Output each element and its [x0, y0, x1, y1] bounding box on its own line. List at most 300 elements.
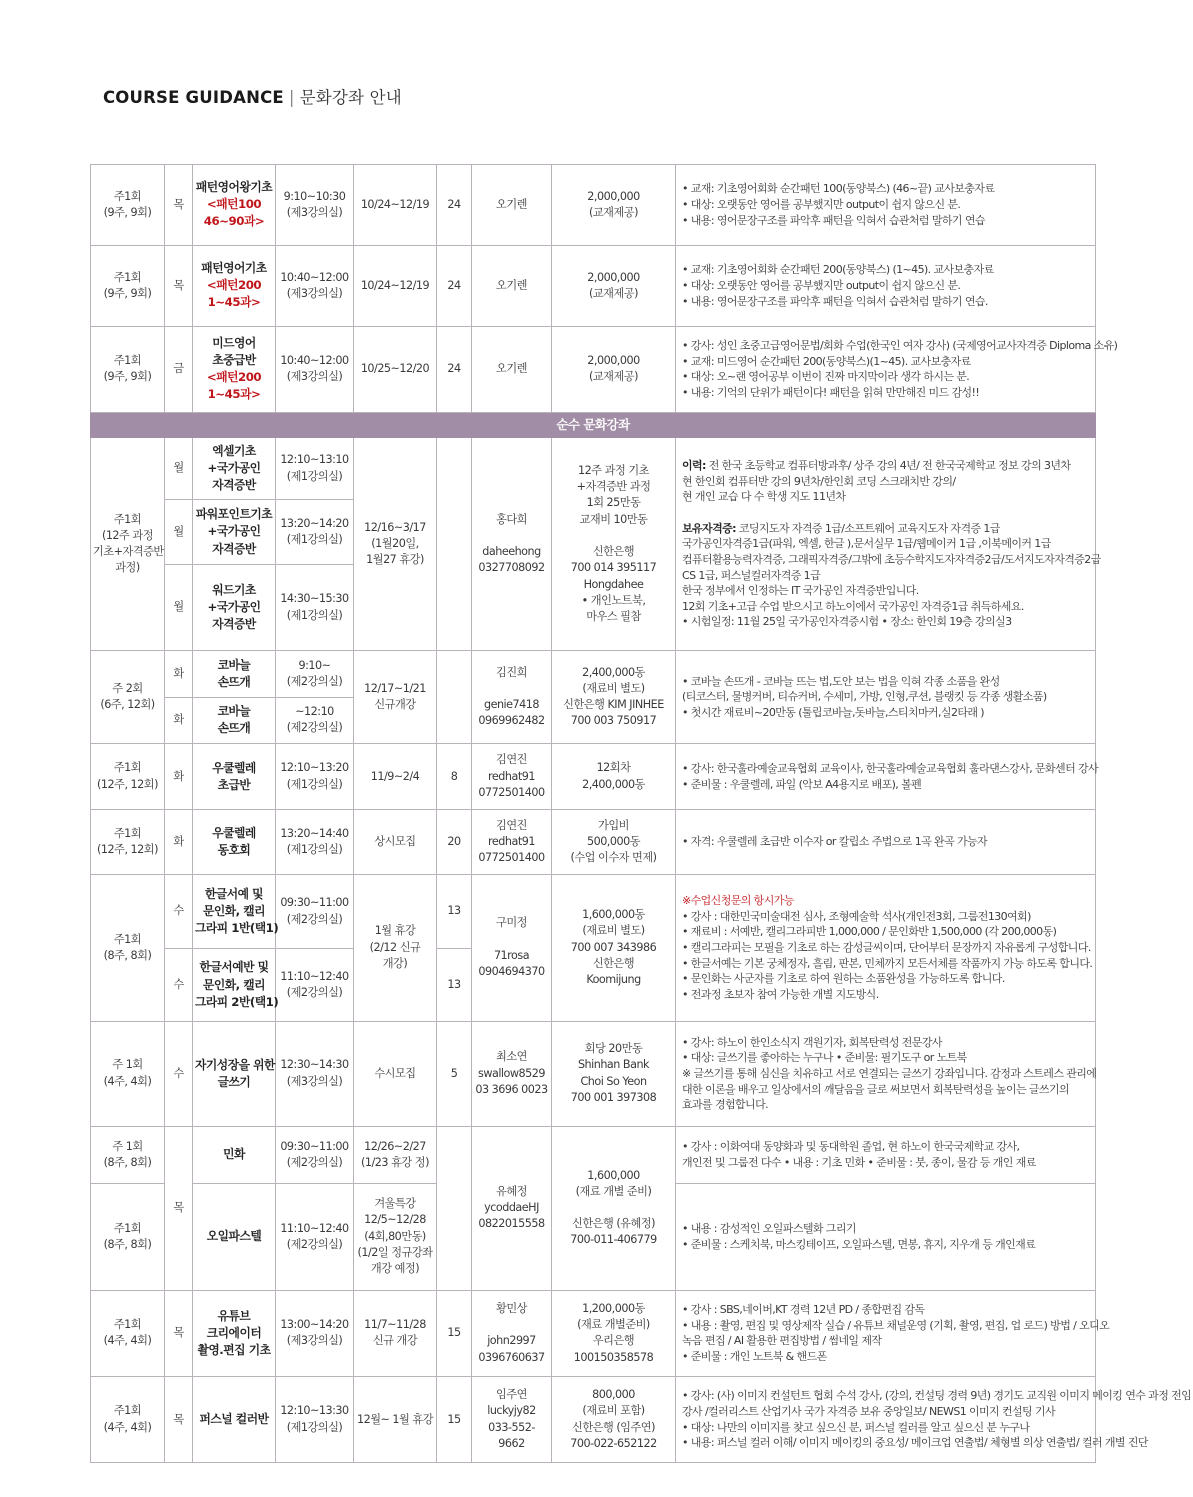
text-line: 황민상: [496, 1302, 527, 1316]
text-line: 김진희: [496, 665, 527, 679]
frequency-cell: [91, 245, 165, 327]
text-line: 개강): [382, 956, 408, 970]
frequency-cell: [91, 651, 165, 744]
text-line: • 강사: 성인 초중고급영어문법/회화 수업(한국인 여자 강사) (국제영어교사자격증 Diploma 소유): [682, 339, 1118, 353]
text-line: Choi So Yeon: [580, 1074, 647, 1088]
text-line: 주1회: [113, 1404, 142, 1418]
fee-cell: [552, 327, 676, 413]
period-cell: [354, 1021, 437, 1126]
capacity-cell: 15: [437, 1377, 472, 1463]
text-line: (제3강의실): [286, 286, 343, 300]
text-line: 문인화, 캘리: [202, 977, 266, 992]
time-cell: [276, 810, 354, 874]
text-line: (제2강의실): [286, 1155, 343, 1169]
text-line: 한글서예 및: [204, 886, 264, 901]
text-line: 최소연: [496, 1050, 527, 1064]
text-line: • 준비물 : 스케치북, 마스킹테이프, 오일파스텔, 면봉, 휴지, 지우개 등 개인재료: [682, 1237, 1036, 1251]
text-line: 2,000,000: [587, 270, 640, 284]
text-line: [474, 932, 549, 948]
text-line: 오일파스텔: [206, 1229, 262, 1244]
text-line: • 내용: 영어문장구조를 파악후 패턴을 익혀서 습관처럼 말하기 연습: [682, 213, 985, 227]
text-line: 71rosa: [493, 948, 530, 962]
description-cell: [676, 245, 1096, 327]
course-cell: [193, 949, 279, 1022]
text-line: (제2강의실): [286, 674, 343, 688]
course-cell: [193, 810, 276, 874]
text-line: 손뜨개: [217, 721, 251, 736]
text-line: 효과를 경험합니다.: [682, 1098, 769, 1112]
fee-cell: [552, 1021, 676, 1126]
text-line: 1,600,000: [587, 1168, 640, 1182]
teacher-cell: [472, 165, 552, 246]
course-cell: [193, 874, 279, 949]
text-line: 주1회: [113, 761, 142, 775]
text-line: 주 1회: [112, 1139, 143, 1153]
text-line: 0327708092: [478, 561, 545, 575]
text-line: (1월20일,: [371, 536, 419, 550]
text-line: 신한은행: [592, 956, 635, 970]
frequency-cell: [91, 1290, 165, 1377]
fee-cell: [552, 245, 676, 327]
frequency-cell: [91, 1021, 165, 1126]
text-line: 그라피 2반(택1): [195, 994, 279, 1009]
text-line: [474, 681, 549, 697]
description-cell: [676, 165, 1096, 246]
time-cell: [276, 500, 354, 564]
fee-cell: [552, 1126, 676, 1290]
text-line: 자격증반: [212, 541, 256, 556]
text-line: swallow8529: [477, 1066, 546, 1080]
day-cell: 목: [165, 245, 193, 327]
text-line: 초급반: [217, 777, 251, 792]
table-row: [91, 165, 1096, 246]
time-cell: [276, 949, 354, 1022]
text-line: 주1회: [113, 1318, 142, 1332]
text-line: 11:10~12:40: [280, 969, 349, 983]
text-line: (제1강의실): [286, 1420, 343, 1434]
text-line: 2,000,000: [587, 189, 640, 203]
capacity-cell: 5: [437, 1021, 472, 1126]
text-line: [474, 1317, 549, 1333]
text-line: redhat91: [488, 769, 535, 783]
text-line: 11:10~12:40: [280, 1221, 349, 1235]
day-cell: 금: [165, 327, 193, 413]
text-line: 미드영어: [212, 336, 256, 351]
text-line: 2,400,000동: [582, 777, 645, 791]
period-cell: [354, 245, 437, 327]
text-line: 10/24~12/19: [360, 197, 430, 211]
table-row: [91, 1021, 1096, 1126]
text-line: • 자격: 우쿨렐레 초급반 이수자 or 칼립소 주법으로 1곡 완곡 가능자: [682, 835, 988, 849]
day-cell: 목: [165, 1290, 193, 1377]
text-line: 11/7~11/28: [364, 1318, 426, 1332]
capacity-cell: 24: [437, 165, 472, 246]
text-line: 임주연: [496, 1388, 527, 1402]
text-line: • 문인화는 사군자를 기초로 하여 원하는 소품완성을 가능하도록 합니다.: [682, 972, 1005, 986]
text-line: • 내용: 퍼스널 컬러 이해/ 이미지 메이킹의 중요성/ 메이크업 연출법/ 체형별 의상 연출법/ 컬러 개별 진단: [682, 1436, 1148, 1450]
text-line: 주 1회: [112, 1058, 143, 1072]
text-line: (제2강의실): [286, 912, 343, 926]
course-cell: [193, 1183, 276, 1290]
period-cell: [354, 651, 437, 744]
text-line: 100150358578: [573, 1350, 654, 1364]
text-line: 회당 20만동: [584, 1042, 643, 1056]
teacher-cell: [472, 651, 552, 744]
text-line: 겨울특강: [374, 1197, 416, 1211]
text-line: 오기렌: [496, 278, 527, 292]
day-cell: 월: [165, 437, 193, 499]
text-line: 9:10~: [298, 658, 331, 672]
text-line: • 강사: (사) 이미지 컨설턴트 협회 수석 강사, (강의, 컨설팅 경력 9년) 경기도 교직원 이미지 메이킹 연수 과정 전임: [682, 1389, 1192, 1403]
text-line: (제1강의실): [286, 777, 343, 791]
text-line: 과정): [115, 561, 140, 575]
text-line: 10:40~12:00: [280, 354, 349, 368]
text-line: 홍다희: [496, 512, 527, 526]
text-line: • 강사 : 대한민국미술대전 심사, 조형예술학 석사(개인전3회, 그룹전130여회): [682, 909, 1031, 923]
section-title: 순수 문화강좌: [91, 412, 1096, 437]
text-line: 700-011-406779: [570, 1233, 657, 1247]
text-line: 우리은행: [592, 1334, 635, 1348]
text-line: 500,000동: [586, 834, 641, 848]
text-line: 700-022-652122: [570, 1436, 657, 1450]
text-line: 패턴영어기초: [201, 261, 267, 276]
text-line: (제1강의실): [286, 533, 343, 546]
text-line: 10:40~12:00: [280, 270, 349, 284]
course-cell: [193, 437, 276, 499]
fee-cell: [552, 437, 676, 650]
text-line: 10/24~12/19: [360, 278, 430, 292]
text-line: • 교재: 기초영어회화 순간패턴 100(동양북스) (46~끝) 교사보충자료: [682, 182, 995, 196]
text-line: 12:10~13:10: [280, 453, 349, 467]
description-cell: [676, 1290, 1110, 1377]
text-line: • 캘리그라피는 모필을 기초로 하는 감성글씨이며, 단어부터 문장까지 자유롭게 구성합니다.: [682, 941, 1091, 955]
text-line: (재료비 포함): [582, 1404, 645, 1418]
text-line: 촬영.편집 기초: [197, 1343, 271, 1358]
fee-cell: [552, 743, 676, 809]
text-line: 엑셀기초: [212, 443, 256, 458]
text-line: (9주, 9회): [103, 370, 152, 384]
text-line: [474, 528, 549, 544]
text-line: 민화: [223, 1147, 245, 1162]
time-cell: [276, 651, 354, 697]
text-line: ※ 글쓰기를 통해 심신을 치유하고 서로 연결되는 글쓰기 강좌입니다. 감정과 스트레스 관리에: [682, 1066, 1097, 1080]
text-line: 대한 이론을 배우고 일상에서의 깨달음을 글로 써보면서 회복탄력성을 높이는 글쓰기의: [682, 1082, 1070, 1096]
text-line: (교재제공): [589, 286, 638, 300]
text-line: 0772501400: [478, 851, 545, 865]
text-line: 자격증반: [212, 617, 256, 632]
description-cell: [676, 743, 1099, 809]
text-line: 1회 25만동: [586, 496, 641, 510]
text-line: 신한은행 (유혜정): [572, 1217, 655, 1231]
course-cell: [193, 327, 276, 413]
description-cell: [676, 1126, 1096, 1183]
text-line: 12월~ 1월 휴강: [356, 1412, 434, 1426]
description-cell: [676, 1377, 1192, 1463]
time-cell: [276, 165, 354, 246]
frequency-cell: [91, 437, 165, 650]
text-line: (제2강의실): [286, 986, 343, 1000]
capacity-cell: 13: [437, 874, 472, 949]
text-line: • 강사 : 이화여대 동양화과 및 동대학원 졸업, 현 하노이 한국국제학교 강사,: [682, 1140, 1020, 1154]
text-line: • 대상: 나만의 이미지를 찾고 싶으신 분, 퍼스널 컬러를 알고 싶으신 분 누구나: [682, 1420, 1030, 1434]
text-line: 0904694370: [478, 965, 545, 979]
text-line: 오기렌: [496, 197, 527, 211]
frequency-cell: [91, 1377, 165, 1463]
text-line: 구미정: [496, 916, 527, 930]
text-line: 패턴영어왕기초: [195, 180, 273, 195]
text-line: 주1회: [113, 1221, 142, 1235]
frequency-cell: [91, 810, 165, 874]
text-line: (티코스터, 물병커버, 티슈커버, 수세미, 가방, 인형,쿠션, 블랭킷 등 각종 생활소품): [682, 690, 1047, 704]
text-line: 12:30~14:30: [280, 1058, 349, 1072]
period-cell: [354, 1290, 437, 1377]
teacher-cell: [472, 1021, 552, 1126]
text-line: 12주 과정 기초: [578, 463, 649, 477]
text-line: 마우스 필참: [586, 610, 641, 624]
text-line: 주1회: [113, 354, 142, 368]
text-line: • 교재: 기초영어회화 순간패턴 200(동양북스) (1~45). 교사보충자료: [682, 263, 994, 277]
header-title-en: COURSE GUIDANCE: [103, 88, 284, 107]
description-cell: [676, 1183, 1096, 1290]
text-line: 1~45과>: [207, 295, 261, 310]
text-line: 700 003 750917: [570, 714, 657, 728]
time-cell: [276, 874, 354, 949]
text-line: (8주, 8회): [103, 948, 152, 962]
fee-cell: [552, 165, 676, 246]
text-line: 2,400,000동: [582, 665, 645, 679]
table-row: [91, 651, 1096, 697]
time-cell: [276, 564, 354, 651]
text-line: 초중급반: [212, 353, 256, 368]
text-line: 0969962482: [478, 714, 545, 728]
course-cell: [193, 651, 276, 697]
capacity-cell: [437, 437, 472, 650]
header-separator: |: [288, 88, 295, 107]
text-line: (6주, 12회): [100, 698, 155, 712]
text-line: • 내용: 영어문장구조를 파악후 패턴을 익혀서 습관처럼 말하기 연습.: [682, 294, 988, 308]
text-line: 2,000,000: [587, 354, 640, 368]
text-line: ycoddaeHJ: [484, 1201, 539, 1214]
period-cell: [354, 165, 437, 246]
text-line: +국가공인: [207, 461, 261, 476]
text-line: • 강사: 하노이 한인소식지 객원기자, 회복탄력성 전문강사: [682, 1035, 942, 1049]
text-line: 12/26~2/27: [364, 1139, 426, 1153]
time-cell: [276, 1183, 354, 1290]
text-line: 09:30~11:00: [280, 896, 349, 910]
text-line: (제3강의실): [286, 1334, 343, 1348]
text-line: • 강사: 한국훌라예술교육협회 교육이사, 한국훌라예술교육협회 훌라댄스강사, 문화센터 강사: [682, 762, 1099, 776]
text-line: 14:30~15:30: [280, 592, 349, 606]
text-line: 46~90과>: [203, 214, 265, 229]
teacher-cell: [472, 743, 552, 809]
table-row: [91, 810, 1096, 874]
teacher-cell: [472, 1126, 552, 1290]
text-line: (8주, 8회): [103, 1237, 152, 1251]
capacity-cell: [437, 1126, 472, 1290]
text-line: (수업 이수자 면제): [570, 851, 657, 865]
text-line: 코바늘: [217, 704, 251, 719]
description-cell: 이력: 전 한국 초등학교 컴퓨터방과후/ 상주 강의 4년/ 전 한국국제학교 정보 강의 3년차 현 한인회 컴퓨터반 강의 9년차/한인회 코딩 스크래치반 강의/ 현 개인 교습 다 수 학생 지도 11년차 보유자격증: 코딩지도자 자격증 1급/소프트웨어 교육지도자 자격증 1급 국가공인자격증1급(파워, 엑셀, 한글 ),문서실무 1급/웹메이커 1급 ,이북메이커 1급 컴퓨터활용능력자격증, 그래픽자격증/그밖에 초등수학지도자자격증2급/도서지도자자격증2급 CS 1급, 퍼스널컬러자격증 1급 한국 정부에서 인정하는 IT 국가공인 자격증반입니다. 12회 기초+고급 수업 받으시고 하노이에서 국가공인 자격증1급 취득하세요. • 시험일정: 11월 25일 국가공인자격증시험 • 장소: 한인회 19층 강의실3: [676, 437, 1096, 650]
text-line: 손뜨개: [217, 674, 251, 689]
text-line: (8주, 8회): [103, 1155, 152, 1169]
capacity-cell: 15: [437, 1290, 472, 1377]
text-line: Hongdahee: [583, 577, 644, 591]
text-line: 10/25~12/20: [360, 362, 430, 376]
period-cell: [354, 1377, 437, 1463]
period-cell: [354, 327, 437, 413]
text-line: (재료 개별준비): [577, 1318, 650, 1332]
text-line: (제1강의실): [286, 608, 343, 622]
text-line: genie7418: [483, 698, 540, 712]
period-cell: [354, 743, 437, 809]
time-cell: [276, 1021, 354, 1126]
text-line: (4주, 4회): [103, 1420, 152, 1434]
text-line: 신규 개강: [372, 1334, 418, 1348]
course-table: [90, 164, 1192, 1463]
text-line: (교재제공): [589, 205, 638, 219]
time-cell: [276, 437, 354, 499]
header-title-ko: 문화강좌 안내: [299, 88, 402, 107]
text-line: • 재료비 : 서예반, 캘리그라피반 1,000,000 / 문인화반 1,500,000 (각 200,000동): [682, 925, 1057, 939]
text-line: 주1회: [113, 512, 142, 526]
text-line: • 준비물 : 우쿨렐레, 파일 (악보 A4용지로 배포), 볼펜: [682, 777, 922, 791]
text-line: (제3강의실): [286, 1074, 343, 1088]
description-cell: [676, 810, 1096, 874]
day-cell: 월: [165, 564, 193, 651]
text-line: 11/9~2/4: [370, 769, 420, 783]
day-cell: 수: [165, 874, 193, 949]
text-line: • 강사 : SBS,네이버,KT 경력 12년 PD / 종합편집 감독: [682, 1303, 925, 1317]
text-line: (제2강의실): [286, 1237, 343, 1251]
day-cell: 화: [165, 743, 193, 809]
course-cell: [193, 743, 276, 809]
teacher-cell: [472, 327, 552, 413]
text-line: 개강 예정): [370, 1262, 420, 1276]
text-line: • 한글서예는 기본 궁체정자, 흘림, 판본, 민체까지 모든서체를 작품까지 가능 하도록 합니다.: [682, 956, 1093, 970]
fee-cell: [552, 1290, 676, 1377]
course-cell: [193, 564, 276, 651]
text-line: (4주, 4회): [103, 1334, 152, 1348]
time-cell: [276, 743, 354, 809]
text-line: luckyjy82: [487, 1404, 536, 1418]
text-line: 우쿨렐레: [212, 826, 256, 841]
text-line: 신한은행 KIM JINHEE: [563, 698, 664, 712]
text-line: (9주, 9회): [103, 205, 152, 219]
text-line: • 대상: 오랫동안 영어를 공부했지만 output이 쉽지 않으신 분.: [682, 197, 961, 211]
table-row: [91, 874, 1096, 949]
period-cell: [354, 1183, 437, 1290]
text-line: 유튜브: [217, 1308, 251, 1323]
table-row: [91, 245, 1096, 327]
course-cell: [193, 697, 276, 743]
text-line: 0822015558: [478, 1217, 545, 1231]
text-line: 700 001 397308: [570, 1090, 657, 1104]
text-line: • 대상: 글쓰기를 좋아하는 누구나 • 준비물: 필기도구 or 노트북: [682, 1051, 967, 1065]
text-line: 800,000: [592, 1388, 635, 1402]
text-line: daheehong: [482, 545, 541, 559]
text-line: (2/12 신규: [369, 940, 421, 954]
text-line: <패턴200: [206, 370, 262, 385]
frequency-cell: [91, 165, 165, 246]
fee-cell: [552, 651, 676, 744]
text-line: • 첫시간 재료비~20만동 (툴립코바늘,돗바늘,스티치마커,실2타래 ): [682, 705, 984, 719]
teacher-cell: [472, 874, 552, 1021]
page-header: [103, 84, 402, 108]
frequency-cell: [91, 327, 165, 413]
teacher-cell: [472, 810, 552, 874]
text-line: 자격증반: [212, 478, 256, 493]
text-line: 주1회: [113, 189, 142, 203]
text-line: 가입비: [598, 818, 629, 832]
text-line: john2997: [487, 1334, 536, 1348]
table-row: [91, 743, 1096, 809]
text-line: 코바늘: [217, 657, 251, 672]
day-cell: 목: [165, 1126, 193, 1290]
text-line: 주1회: [113, 826, 142, 840]
text-line: 신한은행: [592, 545, 635, 559]
teacher-cell: [472, 245, 552, 327]
text-line: 주1회: [113, 270, 142, 284]
frequency-cell: [91, 1183, 165, 1290]
text-line: 우쿨렐레: [212, 760, 256, 775]
text-line: (12주 과정: [101, 528, 154, 542]
day-cell: 화: [165, 651, 193, 697]
capacity-cell: 20: [437, 810, 472, 874]
text-line: 김연진: [496, 753, 527, 767]
table-row: [91, 437, 1096, 499]
table-row: [91, 1290, 1096, 1377]
text-line: +자격증반 과정: [576, 480, 651, 494]
text-line: (제1강의실): [286, 843, 343, 857]
text-line: 강사 /컬러리스트 산업기사 국가 자격증 보유 중앙일보/ NEWS1 이미지 컨설팅 기사: [682, 1405, 1055, 1419]
text-line: 한글서예반 및: [199, 960, 269, 975]
text-line: 교재비 10만동: [579, 512, 648, 526]
time-cell: [276, 245, 354, 327]
time-cell: [276, 327, 354, 413]
text-line: (9주, 9회): [103, 286, 152, 300]
fee-cell: [552, 1377, 676, 1463]
description-cell: ※수업신청문의 항시가능 • 강사 : 대한민국미술대전 심사, 조형예술학 석사(개인전3회, 그룹전130여회) • 재료비 : 서예반, 캘리그라피반 1,000,000 / 문인화반 1,500,000 (각 200,000동) • 캘리그라피는 모필을 기초로 하는 감성글씨이며, 단어부터 문장까지 자유롭게 구성합니다. • 한글서예는 기본 궁체정자, 흘림, 판본, 민체까지 모든서체를 작품까지 가능 하도록 합니다. • 문인화는 사군자를 기초로 하여 원하는 소품완성을 가능하도록 합니다. • 전과정 초보자 참여 가능한 개별 지도방식.: [676, 874, 1096, 1021]
description-cell: [676, 327, 1118, 413]
frequency-cell: [91, 1126, 165, 1183]
day-cell: 월: [165, 500, 193, 564]
course-cell: [193, 1377, 276, 1463]
text-line: (4회,80만동): [364, 1229, 426, 1243]
time-cell: [276, 697, 354, 743]
fee-cell: [552, 810, 676, 874]
text-line: 033-552-: [488, 1420, 535, 1434]
text-line: 12회차: [596, 761, 631, 775]
period-cell: [354, 810, 437, 874]
table-row: [91, 327, 1096, 413]
text-line: • 대상: 오~랜 영어공부 이번이 진짜 마지막이라 생각 하시는 분.: [682, 370, 970, 384]
text-line: 1월27 휴강): [366, 553, 424, 567]
text-line: 12/17~1/21: [364, 681, 426, 695]
text-line: 문인화, 캘리: [202, 904, 266, 919]
text-line: Koomijung: [586, 973, 641, 987]
text-line: (제1강의실): [286, 469, 343, 483]
text-line: 상시모집: [374, 834, 416, 848]
text-line: [554, 528, 673, 544]
description-cell: [676, 1021, 1096, 1126]
text-line: 0396760637: [478, 1350, 545, 1364]
text-line: 13:00~14:20: [280, 1318, 349, 1332]
teacher-cell: [472, 1377, 552, 1463]
text-line: redhat91: [488, 834, 535, 848]
text-line: 파워포인트기초: [195, 507, 273, 522]
text-line: • 준비물 : 개인 노트북 & 핸드폰: [682, 1350, 827, 1364]
text-line: 12:10~13:30: [280, 1404, 349, 1418]
